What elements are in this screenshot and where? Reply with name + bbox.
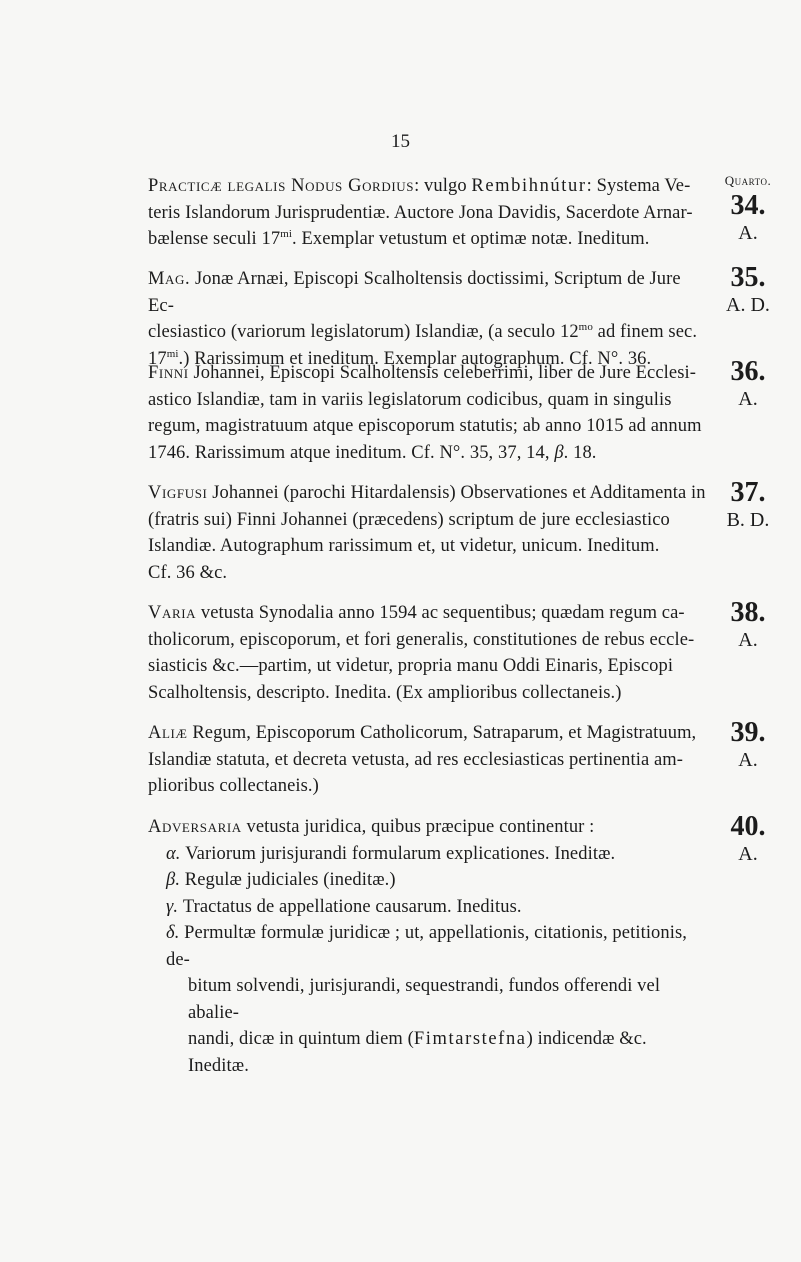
catalogue-entry-40: Adversaria vetusta juridica, quibus præcipue continentur : α. Variorum jurisjurandi formularum explicationes. Ineditæ. β. Regulæ judiciales (ineditæ.) γ. Tractatus de appellatione causarum. Ineditus. δ. Permultæ formulæ juridicæ ; ut, appellationis, citationis, petitionis, de- bitum solvendi, jurisjurandi, sequestrandi, fundos offerendi vel abalie- nandi, dicæ in quintum diem (Fimtarstefna) indicendæ &c. Ineditæ. (148, 814, 708, 1079)
entry-marker-39 (712, 718, 784, 772)
catalogue-entry-37: Vigfusi Johannei (parochi Hitardalensis) Observationes et Additamenta in (fratris sui) Finni Johannei (præcedens) scriptum de jure ecclesiastico Islandiæ. Autographum rarissimum et, ut videtur, unicum. Ineditum. Cf. 36 &c. (148, 483, 706, 583)
entry-number: 40. (730, 811, 766, 842)
entry-lead: Aliæ (148, 723, 188, 743)
entry-lead: Finni (148, 363, 189, 383)
format-label: Quarto. (724, 173, 772, 188)
entry-format: A. (738, 843, 758, 865)
entry-marker-38 (712, 598, 784, 652)
entry-marker-34 (712, 171, 784, 245)
catalogue-entry-35: Mag. Jonæ Arnæi, Episcopi Scalholtensis doctissimi, Scriptum de Jure Ec- clesiastico (variorum legislatorum) Islandiæ, (a seculo $12^{mo}$ ad finem sec. $17^{mi}$.) Rarissimum et ineditum. Exemplar autographum. Cf. N°. 36. (148, 269, 698, 369)
list-item: δ. Permultæ formulæ juridicæ ; ut, appellationis, citationis, petitionis, de- (166, 923, 688, 970)
page-number: 15 (391, 131, 410, 152)
catalogue-entry-36: Finni Johannei, Episcopi Scalholtensis celeberrimi, liber de Jure Ecclesi- astico Islandiæ, tam in variis legislatorum codicibus, quam in singulis regum, magistratuum atque episcoporum statutis; ab anno 1015 ad annum 1746. Rarissimum atque ineditum. Cf. N°. 35, 37, 14, β. 18. (148, 363, 702, 463)
entry-number: 36. (730, 356, 766, 387)
catalogue-entry-34: Practicæ legalis Nodus Gordius: vulgo Rembihnútur: Systema Ve- teris Islandorum Jurisprudentiæ. Auctore Jona Davidis, Sacerdote Arnar- bælense seculi $17^{mi}$. Exemplar vetustum et optimæ notæ. Ineditum. (148, 176, 693, 249)
entry-marker-36 (712, 357, 784, 411)
entry-lead: Mag. (148, 269, 191, 289)
icelandic-title: Rembihnútur (471, 176, 587, 196)
entry-number: 38. (730, 597, 766, 628)
entry-lead: Varia (148, 603, 197, 623)
entry-marker-40 (712, 812, 784, 866)
entry-format: A. D. (726, 294, 770, 316)
entry-lead: Practicæ legalis Nodus Gordius (148, 176, 415, 196)
entry-number: 35. (730, 262, 766, 293)
entry-number: 39. (730, 717, 766, 748)
entry-number: 37. (730, 477, 766, 508)
entry-lead: Vigfusi (148, 483, 208, 503)
catalogue-entry-39: Aliæ Regum, Episcoporum Catholicorum, Satraparum, et Magistratuum, Islandiæ statuta, et decreta vetusta, ad res ecclesiasticas pertinentia am- plioribus collectaneis.) (148, 723, 697, 796)
icelandic-term: Fimtarstefna (413, 1029, 527, 1049)
entry-format: A. (738, 629, 758, 651)
entry-format: A. (738, 749, 758, 771)
entry-format: A. (738, 222, 758, 244)
catalogue-entry-38: Varia vetusta Synodalia anno 1594 ac sequentibus; quædam regum ca- tholicorum, episcoporum, et fori generalis, constitutiones de rebus eccle- siasticis &c.—partim, ut videtur, propria manu Oddi Einaris, Episcopi Scalholtensis, descripto. Inedita. (Ex amplioribus collectaneis.) (148, 603, 695, 703)
list-item: α. Variorum jurisjurandi formularum explicationes. Ineditæ. (166, 843, 616, 864)
entry-format: A. (738, 388, 758, 410)
list-item: γ. Tractatus de appellatione causarum. Ineditus. (166, 896, 522, 917)
list-item: β. Regulæ judiciales (ineditæ.) (166, 870, 396, 890)
entry-number: 34. (730, 190, 766, 221)
entry-format: B. D. (726, 509, 770, 531)
entry-marker-35 (712, 263, 784, 317)
entry-marker-37 (712, 478, 784, 532)
entry-lead: Adversaria (148, 817, 242, 837)
